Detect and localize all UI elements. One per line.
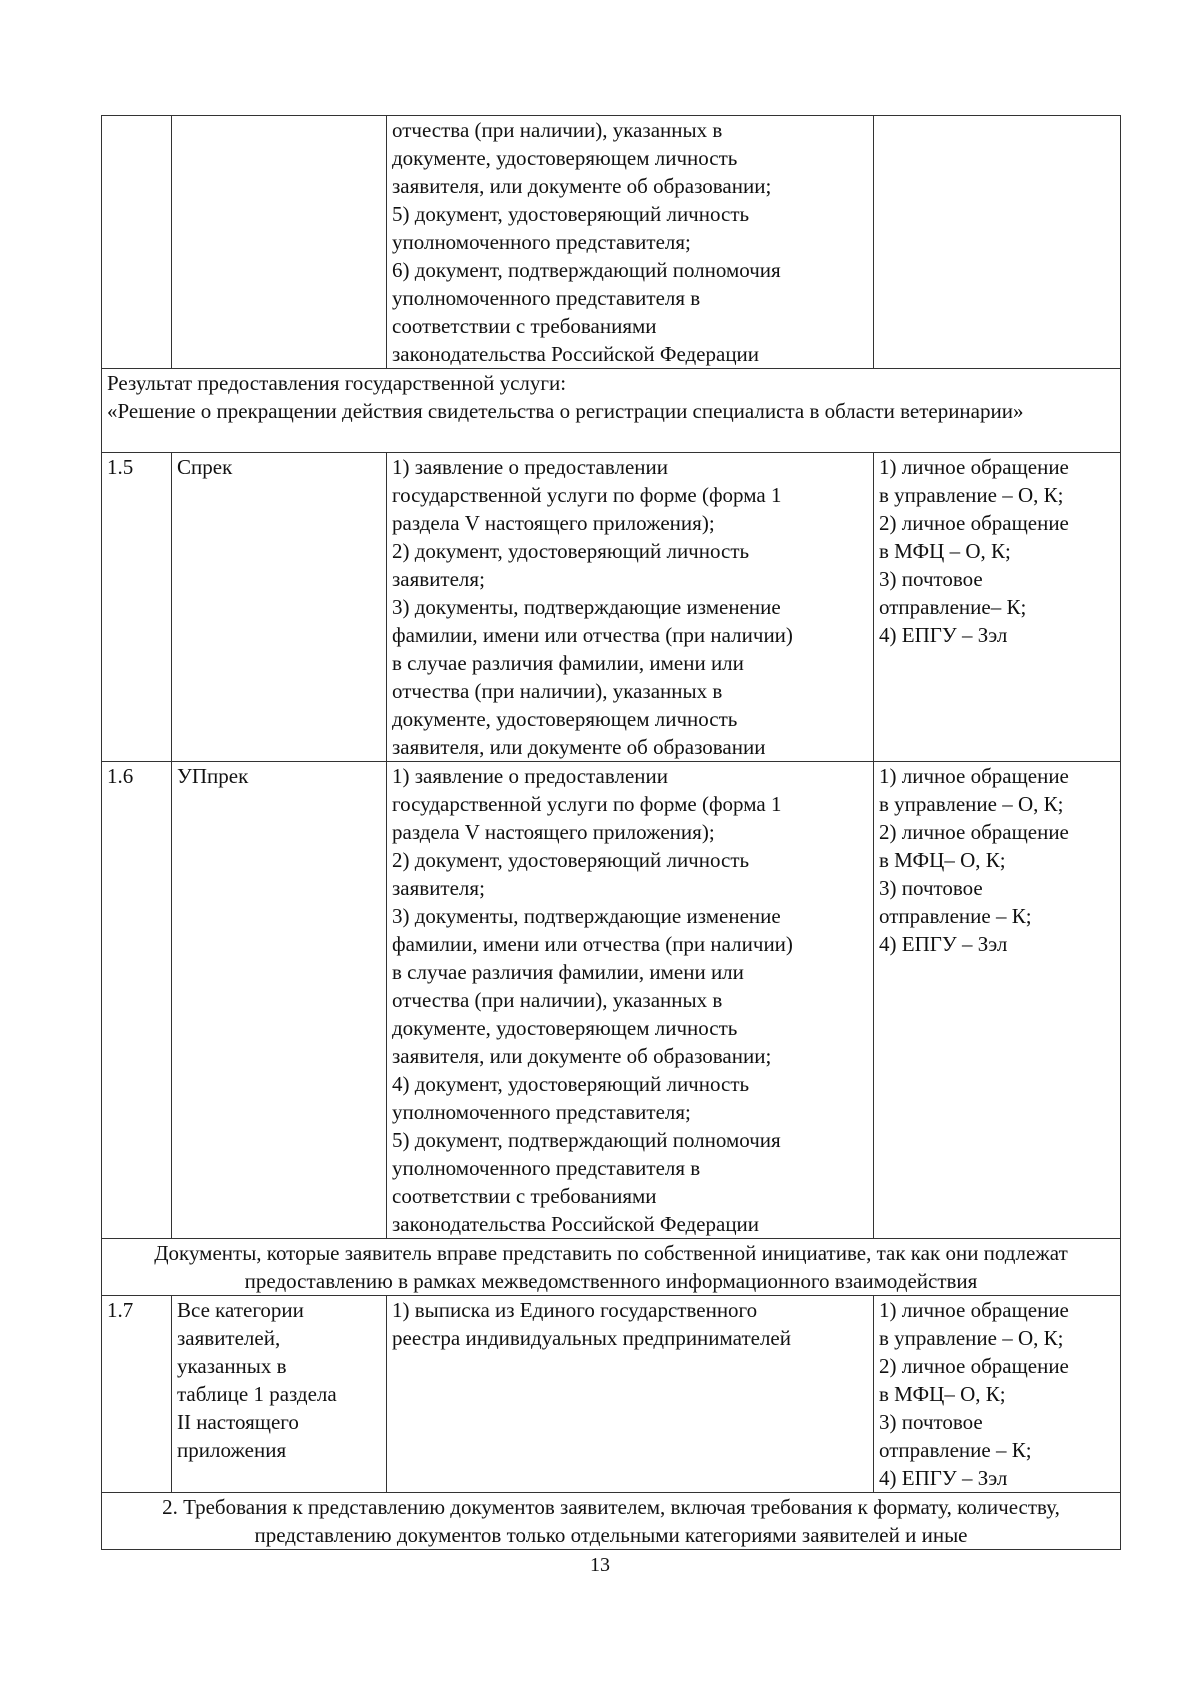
applicant-category-cell: Все категории заявителей, указанных в таблице 1 раздела II настоящего приложения bbox=[172, 1296, 387, 1493]
applicant-category-cell: УПпрек bbox=[172, 762, 387, 1239]
table-row bbox=[102, 116, 1121, 369]
submission-method-cell: 1) личное обращение в управление – О, К; 2) личное обращение в МФЦ– О, К; 3) почтовое отправление – К; 4) ЕПГУ – Зэл bbox=[874, 762, 1121, 1239]
submission-method-cell bbox=[874, 116, 1121, 369]
requirements-section-cell: 2. Требования к представлению документов заявителем, включая требования к формату, количеству, представлению документов только отдельными категориями заявителей и иные bbox=[102, 1493, 1121, 1550]
initiative-section-cell: Документы, которые заявитель вправе представить по собственной инициативе, так как они подлежат предоставлению в рамках межведомственного информационного взаимодействия bbox=[102, 1239, 1121, 1296]
section-header-row bbox=[102, 1239, 1121, 1296]
row-number-cell bbox=[102, 116, 172, 369]
applicant-category-cell bbox=[172, 116, 387, 369]
section-header-row bbox=[102, 369, 1121, 453]
result-section-cell bbox=[102, 369, 1121, 453]
page-number: 13 bbox=[590, 1554, 610, 1576]
row-number-cell: 1.7 bbox=[102, 1296, 172, 1493]
result-section-text: «Решение о прекращении действия свидетельства о регистрации специалиста в области ветеринарии» bbox=[107, 399, 1024, 423]
documents-cell: 1) заявление о предоставлении государственной услуги по форме (форма 1 раздела V настоящего приложения); 2) документ, удостоверяющий личность заявителя; 3) документы, подтверждающие изменение фамилии, имени или отчества (при наличии) в случае различия фамилии, имени или отчества (при наличии), указанных в документе, удостоверяющем личность заявителя, или документе об образовании; 4) документ, удостоверяющий личность уполномоченного представителя; 5) документ, подтверждающий полномочия уполномоченного представителя в соответствии с требованиями законодательства Российской Федерации bbox=[387, 762, 874, 1239]
submission-method-cell: 1) личное обращение в управление – О, К; 2) личное обращение в МФЦ – О, К; 3) почтовое отправление– К; 4) ЕПГУ – Зэл bbox=[874, 453, 1121, 762]
section-header-row bbox=[102, 1493, 1121, 1550]
documents-cell: 1) заявление о предоставлении государственной услуги по форме (форма 1 раздела V настоящего приложения); 2) документ, удостоверяющий личность заявителя; 3) документы, подтверждающие изменение фамилии, имени или отчества (при наличии) в случае различия фамилии, имени или отчества (при наличии), указанных в документе, удостоверяющем личность заявителя, или документе об образовании bbox=[387, 453, 874, 762]
submission-method-cell: 1) личное обращение в управление – О, К; 2) личное обращение в МФЦ– О, К; 3) почтовое отправление – К; 4) ЕПГУ – Зэл bbox=[874, 1296, 1121, 1493]
row-number-cell: 1.6 bbox=[102, 762, 172, 1239]
documents-cell: 1) выписка из Единого государственного реестра индивидуальных предпринимателей bbox=[387, 1296, 874, 1493]
documents-cell: отчества (при наличии), указанных в документе, удостоверяющем личность заявителя, или документе об образовании; 5) документ, удостоверяющий личность уполномоченного представителя; 6) документ, подтверждающий полномочия уполномоченного представителя в соответствии с требованиями законодательства Российской Федерации bbox=[387, 116, 874, 369]
table-row bbox=[102, 453, 1121, 762]
table-row bbox=[102, 1296, 1121, 1493]
result-section-title: Результат предоставления государственной услуги: bbox=[107, 371, 567, 395]
table-row bbox=[102, 762, 1121, 1239]
documents-table bbox=[101, 115, 1121, 1550]
applicant-category-cell: Спрек bbox=[172, 453, 387, 762]
row-number-cell: 1.5 bbox=[102, 453, 172, 762]
